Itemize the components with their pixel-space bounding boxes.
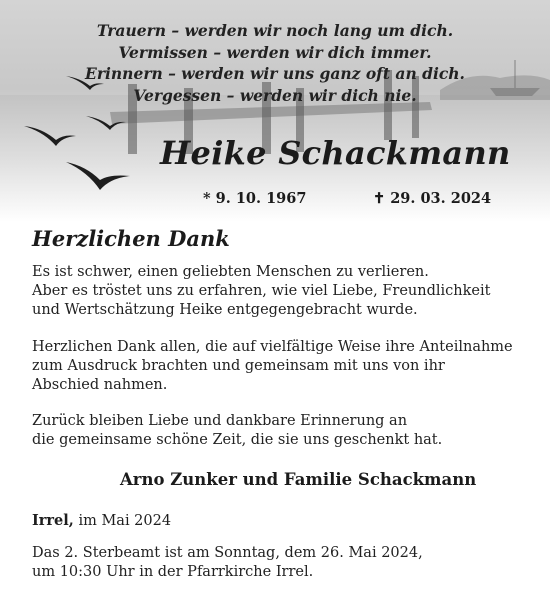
text-line: Zurück bleiben Liebe und dankbare Erinnerung an xyxy=(32,413,408,429)
deceased-name: Heike Schackmann xyxy=(160,134,511,172)
text-line: Es ist schwer, einen geliebten Menschen zu verlieren. xyxy=(32,264,429,280)
poem-line: Vermissen – werden wir dich immer. xyxy=(118,42,432,62)
text-line: Das 2. Sterbeamt ist am Sonntag, dem 26. Mai 2024, xyxy=(32,545,423,561)
poem-line: Erinnern – werden wir uns ganz oft an dich. xyxy=(85,64,465,83)
poem-line: Vergessen – werden wir dich nie. xyxy=(133,85,417,105)
service-announcement xyxy=(32,544,532,582)
paragraph-2 xyxy=(32,338,532,395)
text-line: um 10:30 Uhr in der Pfarrkirche Irrel. xyxy=(32,564,314,580)
death-date: ✝ 29. 03. 2024 xyxy=(373,190,492,207)
birth-date: * 9. 10. 1967 xyxy=(203,190,307,207)
thanks-heading: Herzlichen Dank xyxy=(32,226,230,251)
poem-line: Trauern – werden wir noch lang um dich. xyxy=(96,21,454,40)
text-line: und Wertschätzung Heike entgegengebracht wurde. xyxy=(32,302,418,318)
paragraph-3 xyxy=(32,412,532,450)
text-line: Abschied nahmen. xyxy=(32,377,168,393)
text-line: Herzlichen Dank allen, die auf vielfältige Weise ihre Anteilnahme xyxy=(32,339,513,355)
place-name: Irrel, xyxy=(32,512,74,529)
text-line: zum Ausdruck brachten und gemeinsam mit uns von ihr xyxy=(32,358,445,374)
place-and-date xyxy=(32,512,171,529)
text-line: Aber es tröstet uns zu erfahren, wie viel Liebe, Freundlichkeit xyxy=(32,283,491,299)
family-signature: Arno Zunker und Familie Schackmann xyxy=(120,470,477,489)
memorial-poem xyxy=(0,20,550,106)
paragraph-1 xyxy=(32,263,532,320)
text-line: die gemeinsame schöne Zeit, die sie uns geschenkt hat. xyxy=(32,432,443,448)
date-text: im Mai 2024 xyxy=(73,513,172,529)
